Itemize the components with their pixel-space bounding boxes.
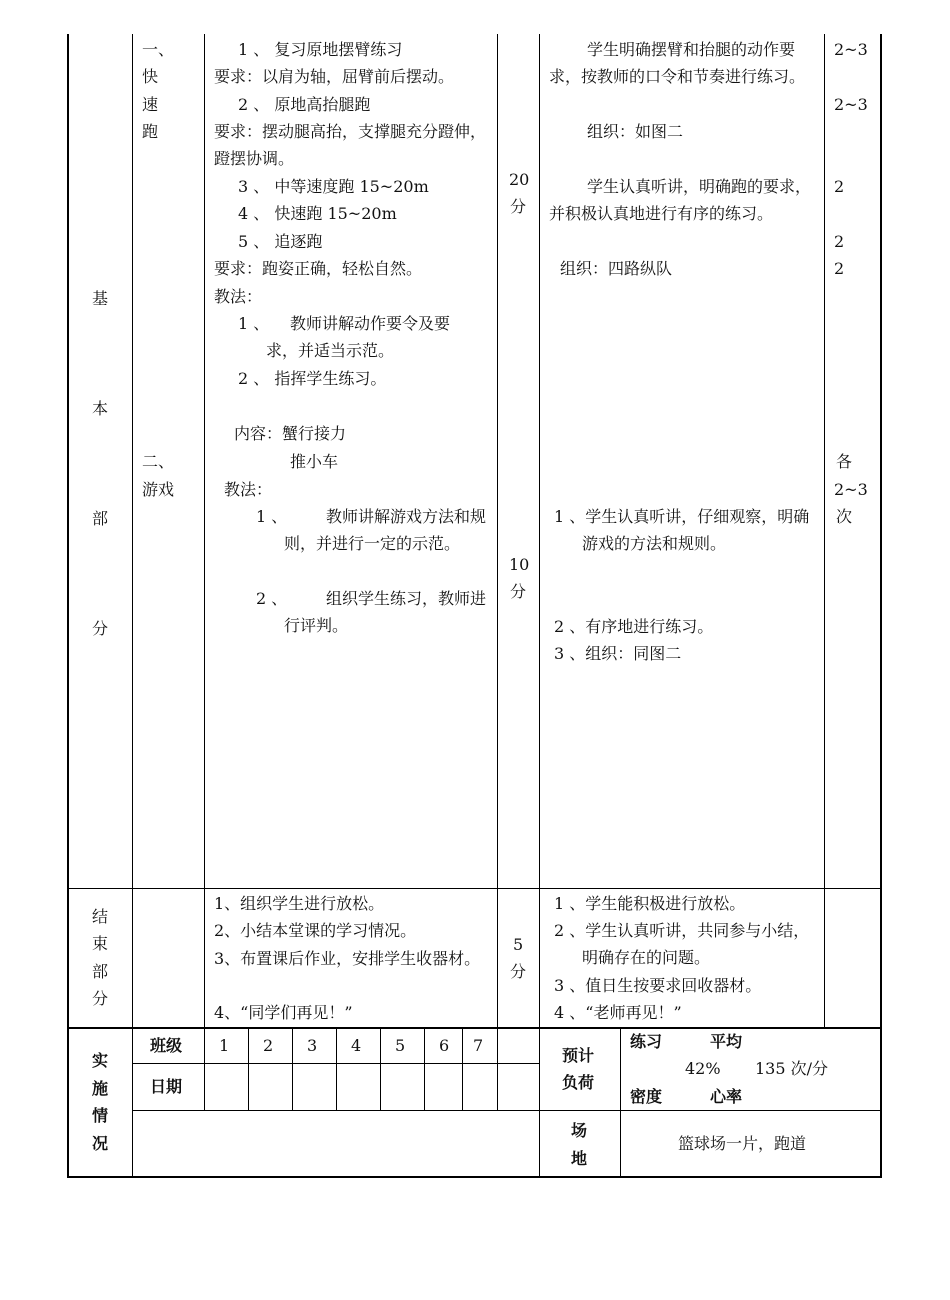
practice-label: 练习 xyxy=(630,1032,663,1051)
average-label: 平均 xyxy=(710,1032,743,1051)
impl-col-b xyxy=(292,1027,293,1111)
content-line-12: 内容：蟹行接力 xyxy=(234,424,347,443)
item1-number: 一、 xyxy=(142,40,175,59)
org-text-6: 2 、有序地进行练习。 xyxy=(554,617,714,636)
row-line-end-top xyxy=(67,888,882,889)
end-org-3: 3 、值日生按要求回收器材。 xyxy=(554,976,762,995)
content-line-3: 2 、 原地高抬腿跑 xyxy=(238,95,371,114)
content-line-16-text: 组织学生练习，教师进行评判。 xyxy=(284,589,487,636)
density-label: 密度 xyxy=(630,1087,663,1106)
content-line-16-num: 2 、 xyxy=(256,589,288,608)
content-line-5: 3 、 中等速度跑 15~20m xyxy=(238,177,429,196)
class-number-6: 6 xyxy=(439,1036,450,1055)
time1-unit: 分 xyxy=(510,197,527,216)
content-line-15-text: 教师讲解游戏方法和规则，并进行一定的示范。 xyxy=(284,507,487,554)
load-label-line-1: 预计 xyxy=(562,1046,595,1065)
content-line-15-num: 1 、 xyxy=(256,507,288,526)
basic-label-char-4: 分 xyxy=(92,619,109,638)
impl-col-f xyxy=(462,1027,463,1111)
col-line-3 xyxy=(497,34,498,1111)
end-content-3: 3、布置课后作业，安排学生收器材。 xyxy=(214,949,481,968)
class-number-1: 1 xyxy=(219,1036,230,1055)
content-line-4: 要求：摆动腿高抬，支撑腿充分蹬伸，蹬摆协调。 xyxy=(214,122,487,169)
end-time-unit: 分 xyxy=(510,962,527,981)
content-line-11: 2 、 指挥学生练习。 xyxy=(238,369,387,388)
border-left xyxy=(67,34,69,1177)
item1-name-char-1: 快 xyxy=(142,67,159,86)
class-label: 班级 xyxy=(150,1036,183,1055)
end-content-2: 2、小结本堂课的学习情况。 xyxy=(214,921,417,940)
impl-label-char-2: 施 xyxy=(92,1079,109,1098)
end-org-4: 4 、“老师再见！” xyxy=(554,1003,682,1022)
end-content-4: 4、“同学们再见！” xyxy=(214,1003,353,1022)
class-number-2: 2 xyxy=(263,1036,274,1055)
end-label-char-1: 结 xyxy=(92,907,109,926)
venue-label-line-2: 地 xyxy=(571,1149,588,1168)
reps-5: 2 xyxy=(834,259,845,278)
content-line-7: 5 、 追逐跑 xyxy=(238,232,323,251)
impl-col-e xyxy=(424,1027,425,1111)
content-line-14: 教法： xyxy=(224,480,273,499)
time1-value: 20 xyxy=(509,170,530,189)
impl-label-char-3: 情 xyxy=(92,1106,109,1125)
content-line-13: 推小车 xyxy=(290,452,339,471)
org-text-4: 组织：四路纵队 xyxy=(560,259,673,278)
time2-value: 10 xyxy=(509,555,530,574)
item1-name-char-3: 跑 xyxy=(142,122,159,141)
row-line-class-date xyxy=(132,1063,539,1064)
content-line-10-text: 教师讲解动作要令及要求，并适当示范。 xyxy=(266,314,451,361)
impl-col-a xyxy=(248,1027,249,1111)
impl-label-char-4: 况 xyxy=(92,1134,109,1153)
class-number-7: 7 xyxy=(473,1036,484,1055)
col-line-4 xyxy=(539,34,540,1177)
end-org-2: 2 、学生认真听讲，共同参与小结，明确存在的问题。 xyxy=(554,921,810,968)
date-label: 日期 xyxy=(150,1077,183,1096)
item1-name-char-2: 速 xyxy=(142,95,159,114)
content-line-1: 1 、 复习原地摆臂练习 xyxy=(238,40,403,59)
org-text-7: 3 、组织：同图二 xyxy=(554,644,682,663)
org-text-3: 学生认真听讲，明确跑的要求，并积极认真地进行有序的练习。 xyxy=(549,177,812,224)
org-text-1: 学生明确摆臂和抬腿的动作要求，按教师的口令和节奏进行练习。 xyxy=(549,40,806,87)
venue-value: 篮球场一片，跑道 xyxy=(678,1134,807,1153)
basic-label-char-2: 本 xyxy=(92,399,109,418)
venue-label-line-1: 场 xyxy=(571,1121,588,1140)
impl-col-c xyxy=(336,1027,337,1111)
end-label-char-2: 束 xyxy=(92,934,109,953)
heart-rate-value: 135 次/分 xyxy=(755,1059,829,1078)
border-right xyxy=(880,34,882,1177)
end-label-char-3: 部 xyxy=(92,962,109,981)
col-line-1 xyxy=(132,34,133,1177)
content-line-8: 要求：跑姿正确，轻松自然。 xyxy=(214,259,423,278)
content-line-2: 要求：以肩为轴，屈臂前后摆动。 xyxy=(214,67,455,86)
row-line-bottom xyxy=(67,1176,882,1178)
end-org-1: 1 、学生能积极进行放松。 xyxy=(554,894,746,913)
reps-game-3: 次 xyxy=(836,507,853,526)
class-number-4: 4 xyxy=(351,1036,362,1055)
load-label-line-2: 负荷 xyxy=(562,1073,595,1092)
class-number-5: 5 xyxy=(395,1036,406,1055)
item2-name: 游戏 xyxy=(142,480,175,499)
reps-3: 2 xyxy=(834,177,845,196)
row-line-impl-top xyxy=(67,1027,882,1029)
density-value: 42% xyxy=(685,1059,721,1078)
impl-label-char-1: 实 xyxy=(92,1051,109,1070)
reps-game-1: 各 xyxy=(836,452,853,471)
item2-number: 二、 xyxy=(142,452,175,471)
reps-1: 2~3 xyxy=(834,40,868,59)
reps-4: 2 xyxy=(834,232,845,251)
time2-unit: 分 xyxy=(510,582,527,601)
basic-label-char-3: 部 xyxy=(92,509,109,528)
content-line-10-num: 1 、 xyxy=(238,314,270,333)
org-text-2: 组织：如图二 xyxy=(587,122,684,141)
class-number-3: 3 xyxy=(307,1036,318,1055)
impl-col-d xyxy=(380,1027,381,1111)
end-content-1: 1、组织学生进行放松。 xyxy=(214,894,385,913)
content-line-6: 4 、 快速跑 15~20m xyxy=(238,204,397,223)
col-line-2 xyxy=(204,34,205,1111)
end-time-value: 5 xyxy=(513,935,524,954)
org-text-5: 1 、学生认真听讲，仔细观察，明确游戏的方法和规则。 xyxy=(554,507,810,554)
content-line-9: 教法： xyxy=(214,287,263,306)
reps-game-2: 2~3 xyxy=(834,480,868,499)
col-line-5 xyxy=(824,34,825,1027)
heart-label: 心率 xyxy=(710,1087,743,1106)
impl-col-load xyxy=(620,1027,621,1177)
row-line-venue-top xyxy=(132,1110,882,1111)
basic-label-char-1: 基 xyxy=(92,289,109,308)
end-label-char-4: 分 xyxy=(92,989,109,1008)
reps-2: 2~3 xyxy=(834,95,868,114)
